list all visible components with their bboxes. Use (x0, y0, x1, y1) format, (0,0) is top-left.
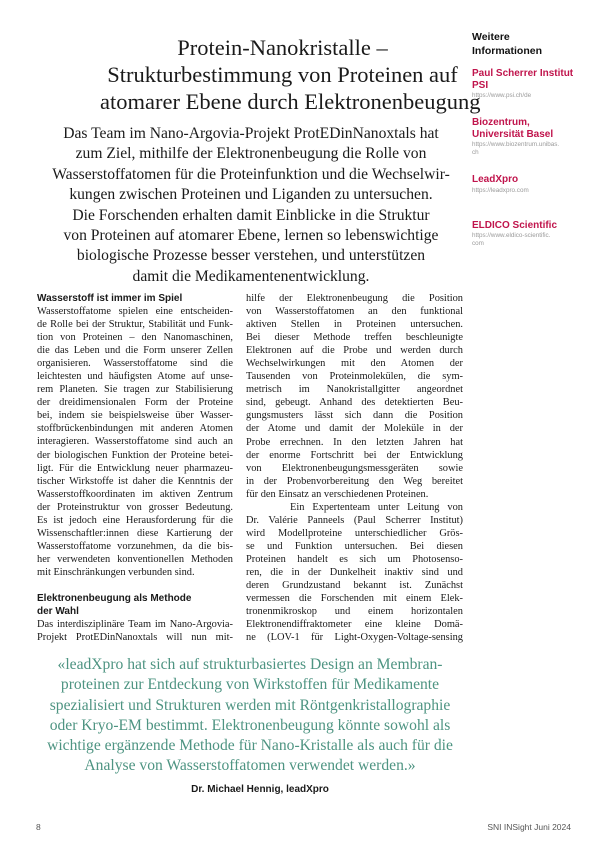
body-column-right (246, 292, 463, 644)
link-leadxpro[interactable] (472, 174, 597, 195)
link-url-line[interactable]: ch (472, 149, 479, 156)
quote-line: spezialisiert und Strukturen werden mit Röntgenkristallographie (49, 696, 451, 714)
text-line: gungsmusters lässt sich dann die Position (246, 410, 463, 422)
text-line: tischer Wirkstoffe ist daher die Kenntnis der (37, 475, 233, 487)
body-paragraph (246, 501, 463, 645)
body-paragraph (37, 305, 233, 579)
text-line: Das interdisziplinäre Team im Nano-Argovia- (37, 618, 233, 630)
lead-line: von Proteinen auf atomarer Ebene, lernen so lebenswichtige (63, 227, 439, 245)
text-line: Projekt ProtEDinNanoxtals will nun mit- (37, 632, 233, 644)
link-psi[interactable] (472, 68, 597, 100)
text-line: wird Modellproteine unterschiedlicher Grös- (246, 527, 463, 539)
text-line: der Atome und damit der Moleküle in der (246, 423, 463, 435)
text-line: interagieren. Wasserstoffatome sind auch an (37, 436, 233, 448)
text-line: organisieren. Wasserstoffatome sind die (37, 358, 233, 370)
link-url[interactable]: https://www.psi.ch/de (472, 92, 532, 99)
link-name-line[interactable]: Paul Scherrer Institut (472, 68, 574, 79)
text-line: der Proteinstruktur von grosser Bedeutung. (37, 501, 233, 513)
text-line: Elektronen auf die Probe und werden durch (246, 345, 463, 357)
page-number: 8 (36, 822, 41, 832)
text-line: stoffbrückenbindungen mit anderen Atomen (37, 423, 233, 435)
text-line: tion von Proteinen – den Nanomaschinen, (37, 332, 233, 344)
link-name[interactable]: ELDICO Scientific (472, 219, 558, 231)
text-line: aktiven Stellen in Proteinen untersuchen. (246, 319, 463, 331)
text-line: Wasserstoffatome spielen eine entscheiden- (37, 306, 233, 317)
link-url-line[interactable]: https://www.biozentrum.unibas. (472, 141, 560, 148)
section-heading-line: Elektronenbeugung als Methode (37, 592, 192, 604)
text-line: Tausenden von Proteinmolekülen, die sym- (246, 371, 463, 383)
quote-line: oder Kryo-EM bestimmt. Elektronenbeugung könnte sowohl als (49, 716, 451, 734)
text-line: ligt. Für die Entwicklung neuer pharmazeu- (37, 462, 233, 474)
text-line: bei, indem sie beispielsweise über Wasser- (37, 410, 233, 422)
text-line: Bei dieser Methode treffen beschleunigte (246, 332, 463, 344)
body-paragraph (246, 292, 463, 501)
text-line: deren Grundzustand bekannt ist. Zunächst (246, 580, 463, 592)
text-line: Probe errechnen. In den letzten Jahren hat (246, 436, 463, 448)
link-name-line[interactable]: PSI (472, 79, 489, 91)
text-line: der biologischen Funktion der Proteine betei- (37, 449, 233, 461)
sidebar-heading (472, 30, 597, 58)
text-line: in der Probenvorbereitung den Weg bereitet (246, 475, 463, 487)
issue-label: SNI INSight Juni 2024 (487, 822, 571, 832)
lead-line: kungen zwischen Proteinen und Liganden zu untersuchen. (69, 186, 433, 204)
text-line: Dr. Valérie Panneels (Paul Scherrer Institut) (246, 514, 463, 526)
quote-attribution: Dr. Michael Hennig, leadXpro (191, 784, 329, 795)
link-url-line[interactable]: https://www.eldico-scientific. (472, 232, 551, 239)
text-line: se und Funktion untersuchen. Bei diesen (246, 540, 463, 552)
body-column-left (37, 292, 233, 644)
pull-quote (30, 655, 470, 777)
quote-line: proteinen zur Entdeckung von Wirkstoffen für Medikamente (60, 676, 440, 694)
text-line: metrisch im Nanokristallgitter angeordnet (246, 384, 463, 396)
text-line: rem Planeten. Sie tragen zur Stabilisierung (37, 384, 233, 396)
text-line: für den Einsatz an verschiedenen Proteinen. (246, 488, 429, 500)
text-line: Proteinen handelt es sich um Photosenso- (246, 553, 463, 565)
text-line: Ein Expertenteam unter Leitung von (290, 501, 463, 513)
text-line: Es ist jedoch eine Herausforderung für die (37, 514, 233, 526)
quote-line: «leadXpro hat sich auf strukturbasiertes Design an Membran- (57, 656, 443, 673)
text-line: tronenmikroskop und einem horizontalen (246, 606, 463, 618)
lead-line: Das Team im Nano-Argovia-Projekt ProtEDinNanoxtals hat (63, 125, 439, 142)
text-line: die das Leben und die Form unserer Zellen (37, 345, 233, 357)
lead-line: Die Forschenden erhalten damit Einblicke in die Struktur (72, 206, 430, 224)
link-name[interactable] (472, 117, 597, 140)
link-eldico[interactable] (472, 220, 597, 249)
link-name-line[interactable]: Biozentrum, (472, 117, 530, 128)
text-line: her verwendeten konventionellen Methoden (37, 553, 233, 565)
body-paragraph (37, 618, 233, 644)
text-line: ne (LOV-1 für Light-Oxygen-Voltage-sensing (246, 632, 463, 644)
link-url[interactable]: https://leadxpro.com (472, 186, 529, 194)
further-info-sidebar (472, 30, 597, 265)
lead-line: Wasserstoffatomen für die Proteinfunktion und die Wechselwir- (52, 165, 450, 183)
link-name[interactable]: LeadXpro (472, 174, 519, 185)
link-name[interactable] (472, 68, 597, 91)
section-heading (37, 592, 233, 618)
text-line: sind, gebeugt. Anhand des detektierten Beu- (246, 397, 463, 409)
lead-line: damit die Medikamentenentwicklung. (132, 267, 370, 285)
text-line: de Rolle bei der Struktur, Stabilität und Funk- (37, 319, 233, 331)
text-line: Wasserstoffatome vorzunehmen, da die bis- (37, 540, 233, 552)
text-line: der dreidimensionalen Form der Proteine (37, 397, 233, 409)
title-line: Protein-Nanokristalle – (177, 35, 388, 60)
text-line: der enorme Fortschritt bei der Entwicklung (246, 449, 463, 461)
text-line: vermessen die Forschenden mit einem Elek- (246, 593, 463, 605)
text-line: ren, die in der Dunkelheit inaktiv sind und (246, 566, 463, 578)
link-url[interactable] (472, 232, 597, 248)
title-line: atomarer Ebene durch Elektronenbeugung (100, 89, 481, 114)
title-line: Strukturbestimmung von Proteinen auf (107, 62, 458, 87)
sidebar-heading-line: Informationen (472, 45, 542, 57)
lead-line: biologische Prozesse besser verstehen, und unterstützen (76, 247, 426, 265)
text-line: mit Einschränkungen verbunden sind. (37, 566, 195, 578)
section-heading: Wasserstoff ist immer im Spiel (37, 293, 183, 304)
link-name-line[interactable]: Universität Basel (472, 128, 554, 140)
link-url[interactable] (472, 141, 597, 157)
lead-line: zum Ziel, mithilfe der Elektronenbeugung die Rolle von (75, 145, 427, 163)
quote-line: wichtige ergänzende Methode für Nano-Kristalle als auch für die (47, 737, 453, 755)
link-biozentrum[interactable] (472, 117, 597, 157)
quote-line: Analyse von Wasserstoffatomen verwendet werden.» (84, 757, 416, 775)
text-line: Wasserstoffkoordinaten im aktiven Zentrum (37, 488, 233, 500)
text-line: leichtesten und häufigsten Atome auf unse- (37, 371, 233, 383)
link-url-line[interactable]: com (472, 240, 484, 247)
text-line: Elektronendiffraktometer eine kleine Domä- (246, 619, 463, 631)
text-line: von Elektronenbeugungsmessgeräten sowie (246, 462, 463, 474)
lead-paragraph (36, 124, 466, 287)
section-heading-line: der Wahl (37, 605, 79, 617)
text-line: Wissenschaftler:innen diese Kartierung der (37, 527, 233, 539)
text-line: von Wasserstoffatomen an den funktional (246, 306, 463, 318)
text-line: Wechselwirkungen mit den Atomen der (246, 358, 463, 370)
text-line: hilfe der Elektronenbeugung die Position (246, 293, 463, 304)
sidebar-heading-line: Weitere (472, 31, 510, 43)
